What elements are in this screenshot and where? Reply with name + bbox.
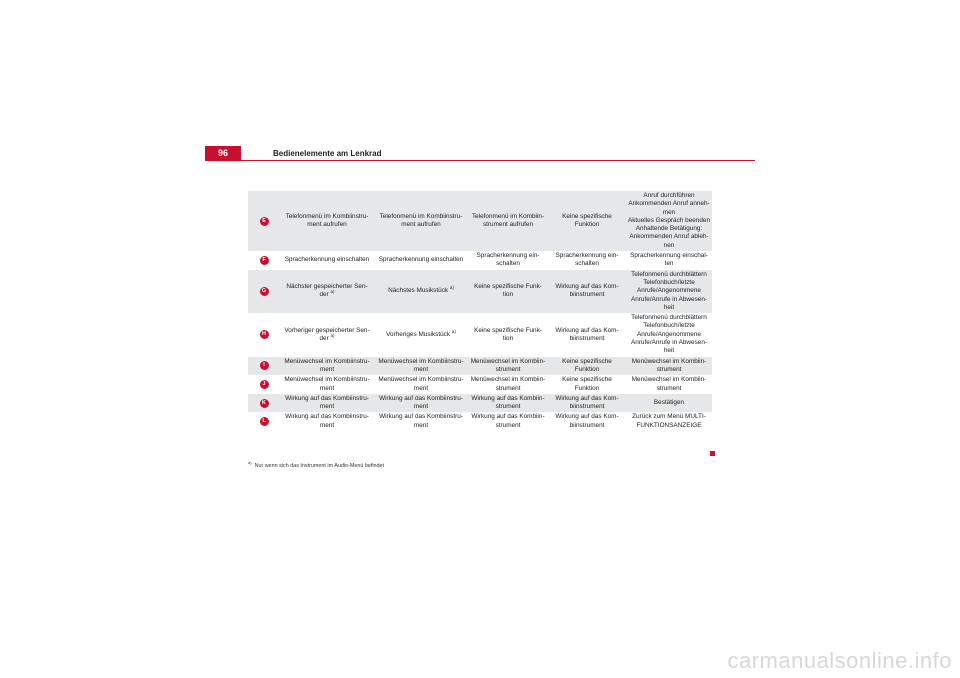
cell-text: Zurück zum Menü MULTI- FUNKTIONSANZEIGE [632, 413, 706, 429]
cell-text: Bestätigen [653, 398, 685, 406]
cell-text: Menüwechsel im Kombiin- strument [631, 357, 707, 373]
table-row [248, 394, 712, 413]
cell-text: Menüwechsel im Kombiinstru- ment [378, 357, 464, 373]
table-cell [548, 412, 626, 431]
section-end-marker [710, 451, 715, 456]
table-cell [548, 313, 626, 356]
table-cell [626, 357, 712, 376]
key-badge-icon: L [260, 417, 269, 426]
cell-text: Wirkung auf das Kom- biinstrument [555, 394, 619, 411]
table-cell [468, 270, 548, 313]
table-cell [374, 357, 468, 376]
page-number: 96 [205, 146, 241, 160]
steering-wheel-function-table [248, 191, 712, 431]
table-row [248, 313, 712, 356]
key-badge-icon: E [260, 217, 269, 226]
row-key-cell [248, 270, 280, 313]
table-cell [548, 251, 626, 270]
table-cell [468, 394, 548, 413]
cell-text: Menüwechsel im Kombiinstru- ment [284, 376, 370, 392]
cell-text: Anruf durchführen Ankommenden Anruf anneh- men Aktuelles Gespräch beenden Anhaltende Betätigung: Ankommenden Anruf ableh- nen [627, 192, 711, 249]
cell-text: Keine spezifische Funktion [562, 212, 612, 229]
cell-text: Telefonmenü im Kombiinstru- ment aufrufen [379, 212, 463, 229]
cell-text: Vorheriger gespeicherter Sen- der [284, 326, 370, 342]
cell-text: Wirkung auf das Kombiinstru- ment [379, 413, 463, 429]
row-key-cell [248, 191, 280, 251]
cell-text: Menüwechsel im Kombiin- strument [470, 376, 546, 392]
cell-text: Menüwechsel im Kombiinstru- ment [378, 376, 464, 392]
row-key-cell [248, 412, 280, 431]
cell-text: Vorheriges Musikstück [386, 330, 451, 338]
table-cell [468, 191, 548, 251]
footnote-ref: a) [330, 289, 335, 295]
cell-text: Wirkung auf das Kombiinstru- ment [379, 394, 463, 411]
table-cell [374, 313, 468, 356]
cell-text: Keine spezifische Funktion [562, 357, 612, 373]
table-cell [374, 394, 468, 413]
table-row [248, 191, 712, 251]
row-key-cell [248, 375, 280, 394]
key-badge-icon: G [260, 287, 269, 296]
cell-text: Keine spezifische Funk- tion [474, 326, 542, 342]
table-row [248, 251, 712, 270]
table-cell [548, 375, 626, 394]
table-cell [280, 251, 374, 270]
cell-text: Wirkung auf das Kom- biinstrument [555, 326, 619, 342]
cell-text: Wirkung auf das Kom- biinstrument [555, 413, 619, 429]
cell-text: Telefonmenü durchblättern Telefonbuch/letzte Anrufe/Angenommene Anrufe/Anrufe in Abwesen- heit [630, 314, 708, 355]
table-cell [468, 412, 548, 431]
footnote-marker: a) [248, 460, 252, 466]
table-cell [468, 251, 548, 270]
cell-text: Wirkung auf das Kombiinstru- ment [285, 413, 369, 429]
table-cell [374, 251, 468, 270]
footnote-text: Nur wenn sich das Instrument im Audio-Menü befindet [254, 463, 385, 469]
cell-text: Telefonmenü im Kombiin- strument aufrufen [471, 212, 545, 229]
table-cell [548, 357, 626, 376]
table-row [248, 357, 712, 376]
cell-text: Telefonmenü durchblättern Telefonbuch/letzte Anrufe/Angenommene Anrufe/Anrufe in Abwesen- heit [630, 270, 708, 311]
table-cell [374, 191, 468, 251]
cell-text: Wirkung auf das Kombiin- strument [471, 413, 545, 429]
cell-text: Wirkung auf das Kombiinstru- ment [285, 394, 369, 411]
table-cell [374, 270, 468, 313]
table-cell [374, 375, 468, 394]
table-cell [468, 313, 548, 356]
key-badge-icon: J [260, 380, 269, 389]
table-cell [626, 313, 712, 356]
table-cell [548, 394, 626, 413]
footnote-ref: a) [451, 328, 456, 334]
cell-text: Nächstes Musikstück [388, 287, 449, 295]
cell-text: Menüwechsel im Kombiinstru- ment [284, 357, 370, 373]
cell-text: Keine spezifische Funk- tion [474, 283, 542, 299]
table-row [248, 270, 712, 313]
cell-text: Menüwechsel im Kombiin- strument [470, 357, 546, 373]
footnote-ref: a) [449, 285, 454, 291]
page-title: Bedienelemente am Lenkrad [273, 149, 382, 158]
table-cell [280, 357, 374, 376]
page-header [205, 146, 755, 161]
table-row [248, 412, 712, 431]
cell-text: Telefonmenü im Kombiinstru- ment aufrufen [285, 212, 369, 229]
key-badge-icon: I [260, 361, 269, 370]
row-key-cell [248, 394, 280, 413]
cell-text: Spracherkennung einschalten [378, 256, 464, 264]
table-cell [626, 412, 712, 431]
cell-text: Menüwechsel im Kombiin- strument [631, 376, 707, 392]
row-key-cell [248, 357, 280, 376]
key-badge-icon: H [260, 330, 269, 339]
cell-text: Wirkung auf das Kombiin- strument [471, 394, 545, 411]
table-cell [280, 313, 374, 356]
cell-text: Nächster gespeicherter Sen- der [286, 283, 368, 299]
key-badge-icon: K [260, 399, 269, 408]
table-cell [548, 270, 626, 313]
cell-text: Spracherkennung ein- schalten [555, 252, 619, 268]
table-cell [626, 394, 712, 413]
cell-text: Keine spezifische Funktion [562, 376, 612, 392]
key-badge-icon: F [260, 256, 269, 265]
table-cell [280, 191, 374, 251]
footnote [248, 460, 385, 469]
cell-text: Wirkung auf das Kom- biinstrument [555, 283, 619, 299]
table-cell [626, 251, 712, 270]
table-row [248, 375, 712, 394]
table-cell [280, 412, 374, 431]
table-cell [374, 412, 468, 431]
table-cell [548, 191, 626, 251]
table-cell [626, 191, 712, 251]
cell-text: Spracherkennung einschal- ten [630, 252, 708, 268]
cell-text: Spracherkennung einschalten [284, 256, 370, 264]
footnote-ref: a) [330, 332, 335, 338]
table-cell [468, 357, 548, 376]
cell-text: Spracherkennung ein- schalten [476, 252, 540, 268]
table-cell [468, 375, 548, 394]
table-cell [280, 270, 374, 313]
watermark-text: carmanualsonline.info [727, 648, 952, 673]
table-cell [626, 375, 712, 394]
row-key-cell [248, 313, 280, 356]
row-key-cell [248, 251, 280, 270]
table-cell [626, 270, 712, 313]
table-cell [280, 375, 374, 394]
table-cell [280, 394, 374, 413]
